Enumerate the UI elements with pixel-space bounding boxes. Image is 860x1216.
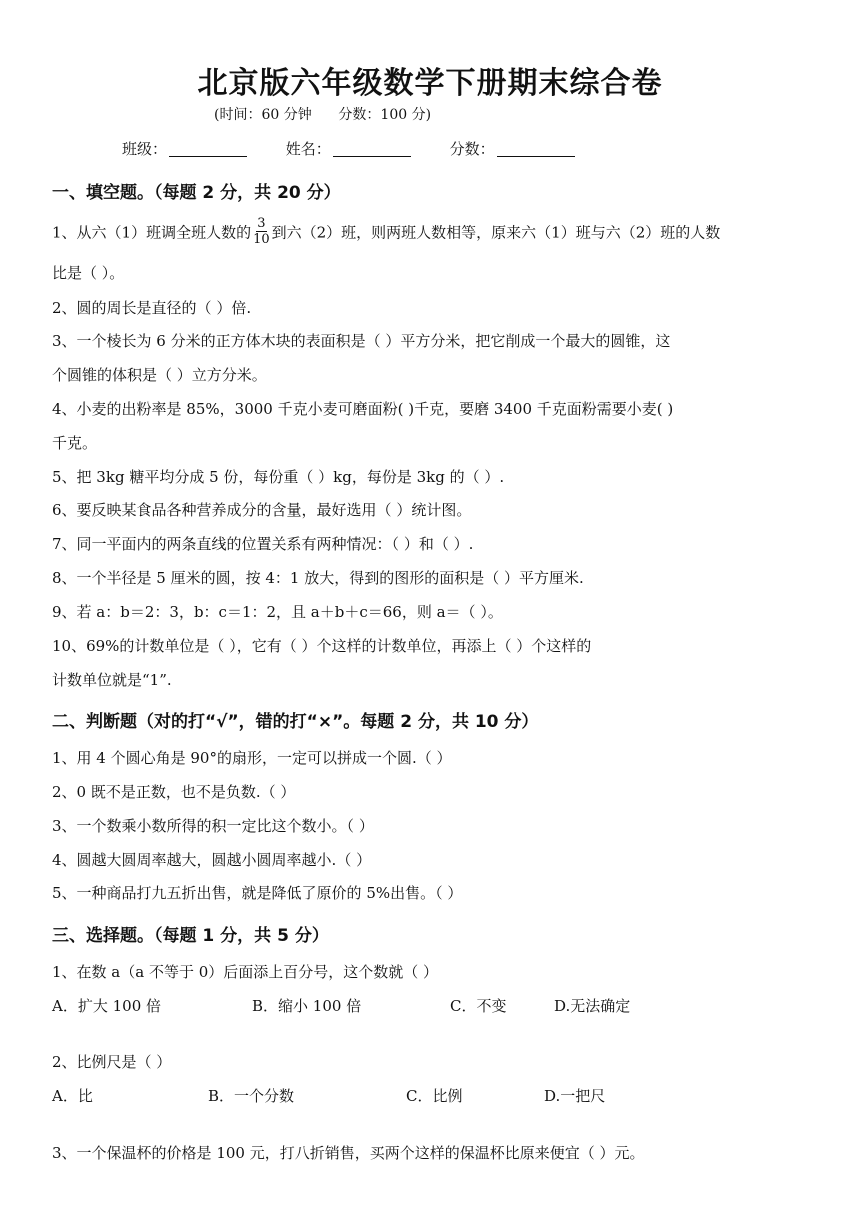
s1-q1-text-b: 到六（2）班，则两班人数相等，原来六（1）班与六（2）班的人数 [271, 223, 721, 242]
option-a[interactable]: A．扩大 100 倍 [52, 997, 161, 1015]
option-a[interactable]: A．比 [52, 1087, 93, 1105]
s1-question-1-line-a [52, 218, 720, 249]
s1-question-5: 5、把 3kg 糖平均分成 5 份，每份重（ ）kg，每份是 3kg 的（ ）. [52, 468, 505, 486]
s1-question-2: 2、圆的周长是直径的（ ）倍. [52, 299, 252, 317]
s2-question-3: 3、一个数乘小数所得的积一定比这个数小。（ ） [52, 817, 374, 835]
score-field [450, 138, 575, 159]
s2-question-1: 1、用 4 个圆心角是 90°的扇形，一定可以拼成一个圆.（ ） [52, 749, 452, 767]
exam-subtitle: (时间：60 分钟 分数：100 分) [214, 107, 432, 123]
name-field [286, 138, 411, 159]
option-d[interactable]: D.无法确定 [554, 997, 631, 1015]
option-c[interactable]: C．比例 [406, 1087, 463, 1105]
name-blank[interactable] [333, 142, 411, 157]
s1-question-4-line-b: 千克。 [52, 434, 98, 452]
section1-heading: 一、填空题。（每题 2 分，共 20 分） [52, 183, 341, 203]
s1-question-6: 6、要反映某食品各种营养成分的含量，最好选用（ ）统计图。 [52, 501, 472, 519]
section3-heading: 三、选择题。（每题 1 分，共 5 分） [52, 926, 329, 946]
fraction-denominator: 10 [253, 232, 270, 247]
s2-question-2: 2、0 既不是正数，也不是负数.（ ） [52, 783, 296, 801]
student-info-row [122, 138, 609, 159]
s2-question-4: 4、圆越大圆周率越大，圆越小圆周率越小.（ ） [52, 851, 372, 869]
option-b[interactable]: B．一个分数 [208, 1087, 295, 1105]
s3-question-3: 3、一个保温杯的价格是 100 元，打八折销售，买两个这样的保温杯比原来便宜（ ）元。 [52, 1144, 645, 1162]
option-d[interactable]: D.一把尺 [544, 1087, 606, 1105]
s3-question-1: 1、在数 a（a 不等于 0）后面添上百分号，这个数就（ ） [52, 963, 439, 981]
fraction-numerator: 3 [257, 216, 266, 231]
s1-question-8: 8、一个半径是 5 厘米的圆，按 4：1 放大，得到的图形的面积是（ ）平方厘米. [52, 569, 584, 587]
s1-question-3-line-a: 3、一个棱长为 6 分米的正方体木块的表面积是（ ）平方分米，把它削成一个最大的圆锥，这 [52, 332, 671, 350]
s1-question-10-line-b: 计数单位就是“1”. [52, 671, 172, 689]
score-blank[interactable] [497, 142, 575, 157]
exam-title: 北京版六年级数学下册期末综合卷 [197, 66, 663, 101]
class-field [122, 138, 247, 159]
s1-q1-text-a: 1、从六（1）班调全班人数的 [52, 223, 252, 242]
s3-question-2-options [52, 1085, 605, 1106]
class-blank[interactable] [169, 142, 247, 157]
s1-question-1-line-b: 比是（ ）。 [52, 264, 125, 282]
class-label: 班级： [122, 140, 168, 158]
option-b[interactable]: B．缩小 100 倍 [252, 997, 362, 1015]
s3-question-2: 2、比例尺是（ ） [52, 1053, 172, 1071]
name-label: 姓名： [285, 140, 331, 158]
s1-question-4-line-a: 4、小麦的出粉率是 85%，3000 千克小麦可磨面粉( )千克，要磨 3400 千克面粉需要小麦( ) [52, 400, 674, 418]
s1-question-10-line-a: 10、69%的计数单位是（ ），它有（ ）个这样的计数单位，再添上（ ）个这样的 [52, 637, 592, 655]
option-c[interactable]: C．不变 [450, 997, 507, 1015]
s3-question-1-options [52, 995, 630, 1016]
s1-question-7: 7、同一平面内的两条直线的位置关系有两种情况：（ ）和（ ）. [52, 535, 474, 553]
s2-question-5: 5、一种商品打九五折出售，就是降低了原价的 5%出售。（ ） [52, 884, 463, 902]
score-label: 分数： [449, 140, 495, 158]
section2-heading: 二、判断题（对的打“√”，错的打“×”。每题 2 分，共 10 分） [52, 712, 539, 732]
s1-question-3-line-b: 个圆锥的体积是（ ）立方分米。 [52, 366, 267, 384]
s1-q1-fraction [253, 216, 270, 247]
s1-question-9: 9、若 a：b＝2：3，b：c＝1：2，且 a＋b＋c＝66，则 a＝（ ）。 [52, 603, 503, 621]
